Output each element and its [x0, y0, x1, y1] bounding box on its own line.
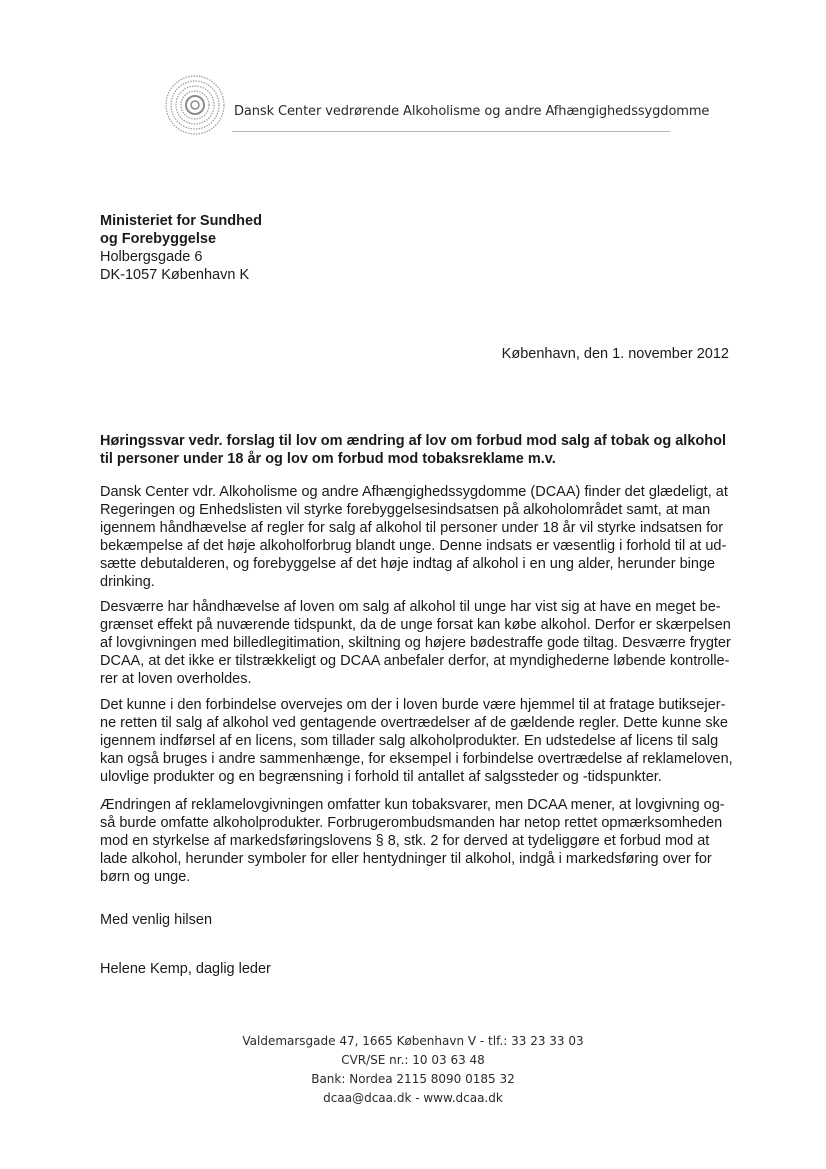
signer-name: Helene Kemp, daglig leder	[100, 961, 271, 977]
body-paragraph-4	[100, 796, 740, 886]
paragraph-line: Det kunne i den forbindelse overvejes om der i loven burde være hjemmel til at fratage butiksejer-	[100, 697, 726, 713]
letter-date: København, den 1. november 2012	[501, 346, 729, 362]
letter-subject	[100, 432, 740, 468]
subject-line: til personer under 18 år og lov om forbud mod tobaksreklame m.v.	[100, 451, 556, 467]
footer-cvr: CVR/SE nr.: 10 03 63 48	[341, 1053, 485, 1067]
paragraph-line: mod en styrkelse af markedsføringslovens § 8, stk. 2 for derved at tydeliggøre et forbud mod at	[100, 833, 710, 849]
footer-address: Valdemarsgade 47, 1665 København V - tlf.: 33 23 33 03	[242, 1034, 584, 1048]
paragraph-line: af lovgivningen med billedlegitimation, skiltning og højere bødestraffe gode tiltag. Desværre frygter	[100, 635, 731, 651]
paragraph-line: børn og unge.	[100, 869, 191, 885]
paragraph-line: Desværre har håndhævelse af loven om salg af alkohol til unge har vist sig at have en meget be-	[100, 599, 721, 615]
letter-footer	[0, 1032, 826, 1108]
recipient-name-line1: Ministeriet for Sundhed	[100, 213, 262, 229]
recipient-city: DK-1057 København K	[100, 267, 250, 283]
paragraph-line: DCAA, at det ikke er tilstrækkeligt og DCAA anbefaler derfor, at myndighederne løbende kontrolle-	[100, 653, 730, 669]
footer-bank: Bank: Nordea 2115 8090 0185 32	[311, 1072, 515, 1086]
paragraph-line: bekæmpelse af det høje alkoholforbrug blandt unge. Denne indsats er væsentlig i forhold til at ud-	[100, 538, 727, 554]
body-paragraph-3	[100, 696, 740, 786]
footer-contact: dcaa@dcaa.dk - www.dcaa.dk	[323, 1091, 503, 1105]
recipient-name-line2: og Forebyggelse	[100, 231, 217, 247]
header-divider	[232, 131, 670, 132]
concentric-rings-logo-icon	[164, 74, 226, 136]
paragraph-line: Ændringen af reklamelovgivningen omfatter kun tobaksvarer, men DCAA mener, at lovgivning og-	[100, 797, 725, 813]
paragraph-line: igennem indførsel af en licens, som tillader salg alkoholprodukter. En udstedelse af licens til salg	[100, 733, 719, 749]
paragraph-line: Dansk Center vdr. Alkoholisme og andre Afhængighedssygdomme (DCAA) finder det glædeligt, at	[100, 484, 728, 500]
closing-salutation: Med venlig hilsen	[100, 912, 213, 928]
paragraph-line: igennem håndhævelse af regler for salg af alkohol til personer under 18 år vil styrke indsatsen for	[100, 520, 724, 536]
paragraph-line: lade alkohol, herunder symboler for eller hentydninger til alkohol, indgå i markedsføring over for	[100, 851, 712, 867]
body-paragraph-1	[100, 483, 740, 591]
paragraph-line: ulovlige produkter og en begrænsning i forhold til antallet af salgssteder og -tidspunkter.	[100, 769, 662, 785]
paragraph-line: rer at loven overholdes.	[100, 671, 252, 687]
recipient-address	[100, 212, 262, 284]
body-paragraph-2	[100, 598, 740, 688]
subject-line: Høringssvar vedr. forslag til lov om ændring af lov om forbud mod salg af tobak og alkohol	[100, 433, 726, 449]
paragraph-line: sætte debutalderen, og forebyggelse af det høje indtag af alkohol i en ung alder, herunder binge	[100, 556, 716, 572]
recipient-street: Holbergsgade 6	[100, 249, 203, 265]
paragraph-line: Regeringen og Enhedslisten vil styrke forebyggelsesindsatsen på alkoholområdet samt, at man	[100, 502, 711, 518]
paragraph-line: ne retten til salg af alkohol ved gentagende overtrædelser af de gældende regler. Dette kunne ske	[100, 715, 728, 731]
organization-name: Dansk Center vedrørende Alkoholisme og andre Afhængighedssygdomme	[234, 104, 710, 119]
paragraph-line: drinking.	[100, 574, 155, 590]
paragraph-line: grænset effekt på nuværende tidspunkt, da de unge forsat kan købe alkohol. Derfor er skærpelsen	[100, 617, 731, 633]
paragraph-line: så burde omfatte alkoholprodukter. Forbrugerombudsmanden har netop rettet opmærksomheden	[100, 815, 723, 831]
paragraph-line: kan også bruges i andre sammenhænge, for eksempel i forbindelse overtrædelse af reklameloven,	[100, 751, 733, 767]
